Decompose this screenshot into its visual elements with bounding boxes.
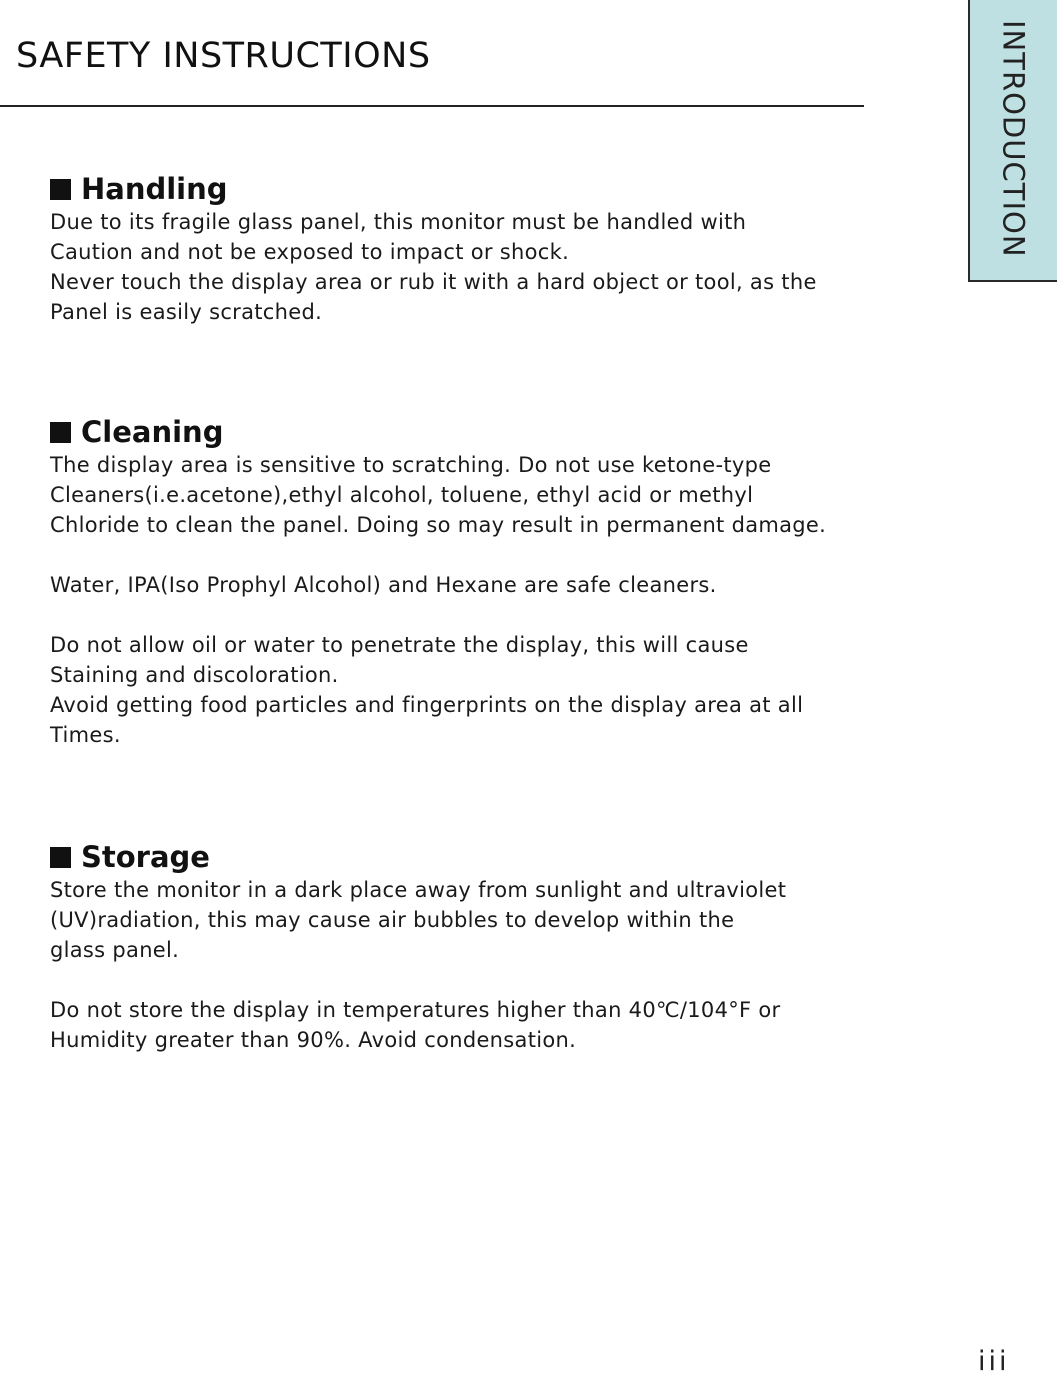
square-bullet-icon [50,179,71,200]
cleaning-heading-text: Cleaning [81,415,224,449]
handling-section [50,171,910,327]
page-number: iii [978,1346,1010,1377]
cleaning-line: Water, IPA(Iso Prophyl Alcohol) and Hexane are safe cleaners. [50,573,717,597]
storage-line: Humidity greater than 90%. Avoid condensation. [50,1028,577,1052]
square-bullet-icon [50,422,71,443]
handling-line: Due to its fragile glass panel, this monitor must be handled with [50,210,747,234]
cleaning-line: Times. [50,723,121,747]
handling-line: Panel is easily scratched. [50,300,323,324]
cleaning-section [50,414,910,750]
cleaning-heading [50,414,910,450]
cleaning-line: Staining and discoloration. [50,663,339,687]
storage-section [50,839,910,1055]
cleaning-line: Cleaners(i.e.acetone),ethyl alcohol, toluene, ethyl acid or methyl [50,483,754,507]
handling-heading-text: Handling [81,172,228,206]
cleaning-line: The display area is sensitive to scratching. Do not use ketone-type [50,453,772,477]
handling-line: Never touch the display area or rub it with a hard object or tool, as the [50,270,817,294]
square-bullet-icon [50,847,71,868]
handling-heading [50,171,910,207]
section-tab-label: INTRODUCTION [996,20,1031,258]
storage-line: glass panel. [50,938,180,962]
storage-heading-text: Storage [81,840,210,874]
storage-heading [50,839,910,875]
cleaning-line: Chloride to clean the panel. Doing so may result in permanent damage. [50,513,827,537]
cleaning-line: Avoid getting food particles and fingerprints on the display area at all [50,693,804,717]
storage-line: Store the monitor in a dark place away from sunlight and ultraviolet [50,878,787,902]
handling-line: Caution and not be exposed to impact or shock. [50,240,570,264]
title-divider [0,105,864,107]
section-tab-introduction [968,0,1057,282]
storage-line: (UV)radiation, this may cause air bubbles to develop within the [50,908,735,932]
page-title: SAFETY INSTRUCTIONS [16,36,431,76]
cleaning-line: Do not allow oil or water to penetrate the display, this will cause [50,633,749,657]
storage-line: Do not store the display in temperatures higher than 40℃/104°F or [50,998,781,1022]
